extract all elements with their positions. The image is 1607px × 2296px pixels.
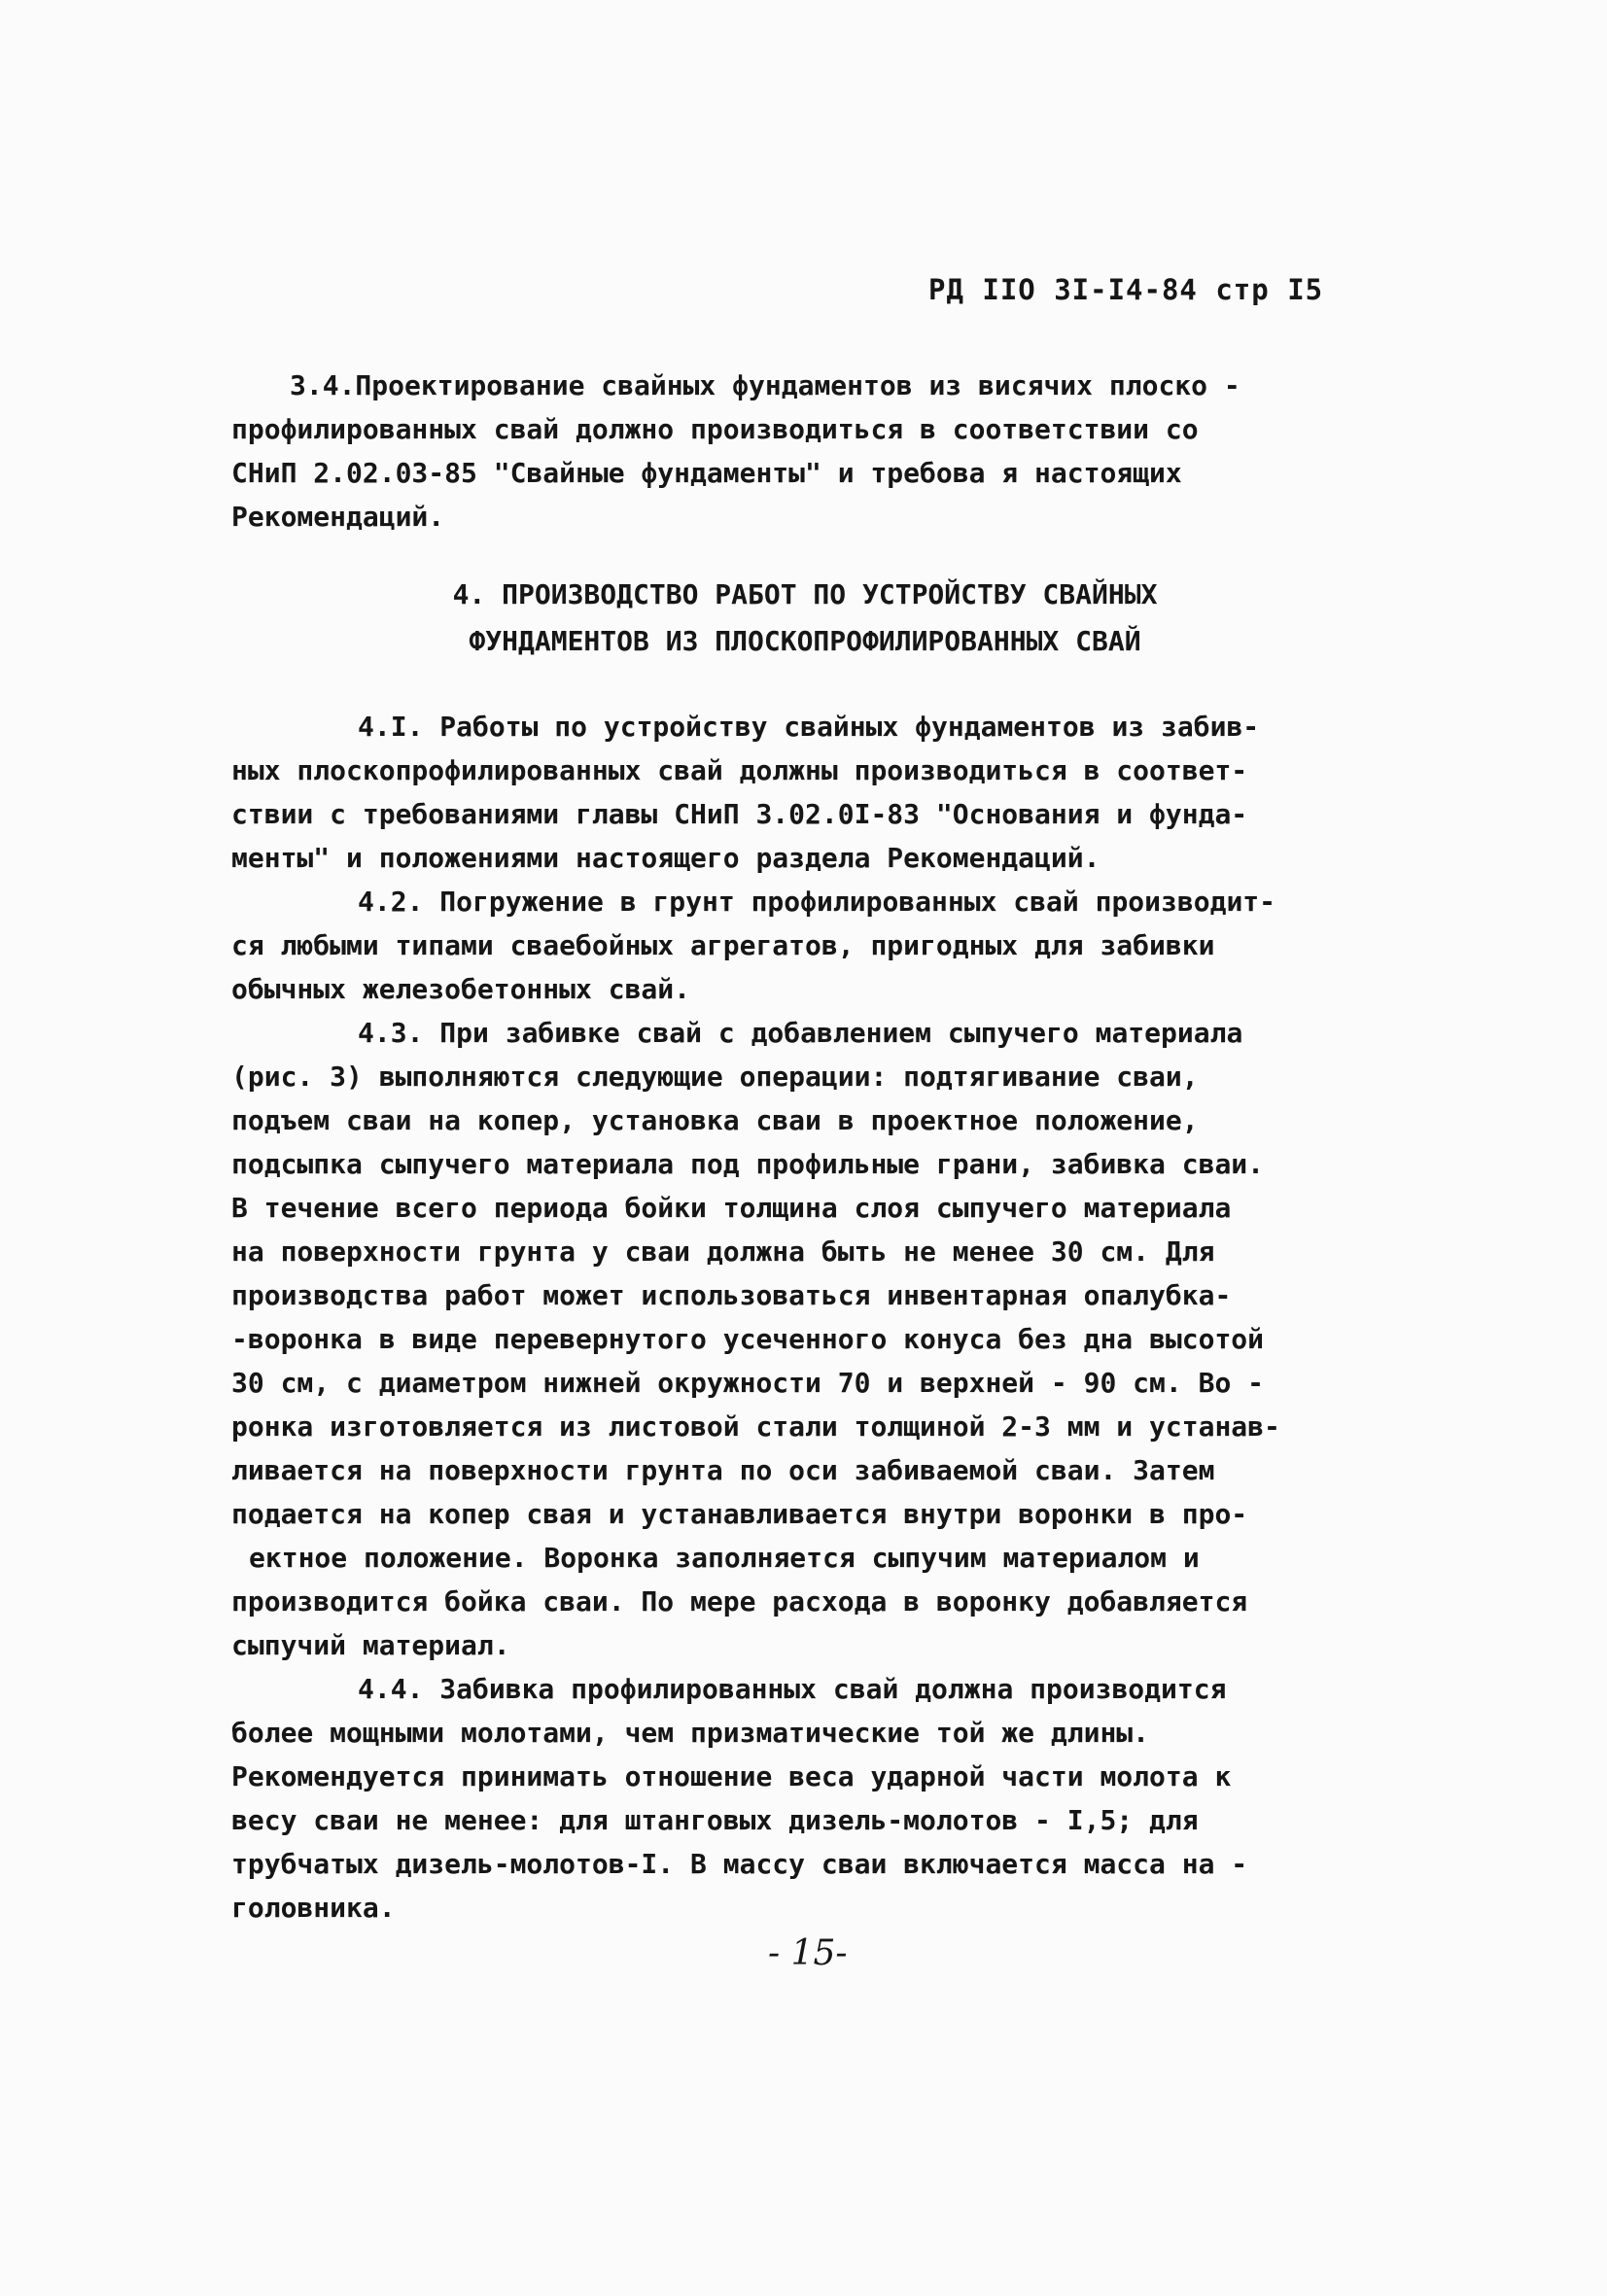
text-line: В течение всего периода бойки толщина слоя сыпучего материала	[231, 1192, 1232, 1224]
text-line: производства работ может использоваться инвентарная опалубка-	[231, 1279, 1232, 1311]
text-line: ствии с требованиями главы СНиП 3.02.0I-83 "Основания и фунда-	[231, 798, 1248, 830]
paragraph-4-1	[231, 705, 1379, 880]
paragraph-3-4	[231, 364, 1379, 539]
text-line: ронка изготовляется из листовой стали толщиной 2-3 мм и устанав-	[231, 1410, 1280, 1443]
text-line: 30 см, с диаметром нижней окружности 70 и верхней - 90 см. Во -	[231, 1367, 1265, 1399]
text-line: подается на копер свая и устанавливается внутри воронки в про-	[231, 1498, 1248, 1530]
text-line: головника.	[231, 1892, 396, 1924]
text-line: обычных железобетонных свай.	[231, 973, 691, 1005]
page-number: - 15-	[768, 1933, 848, 1973]
text-line: подсыпка сыпучего материала под профильные грани, забивка сваи.	[231, 1148, 1265, 1180]
section-heading-line: 4. ПРОИЗВОДСТВО РАБОТ ПО УСТРОЙСТВУ СВАЙНЫХ	[452, 578, 1158, 610]
text-line: (рис. 3) выполняются следующие операции: подтягивание сваи,	[231, 1061, 1199, 1093]
paragraph-4-2	[231, 880, 1379, 1011]
text-line: ектное положение. Воронка заполняется сыпучим материалом и	[249, 1542, 1200, 1574]
text-line: производится бойка сваи. По мере расхода в воронку добавляется	[231, 1585, 1248, 1618]
text-line: профилированных свай должно производиться в соответствии со	[231, 413, 1199, 445]
paragraph-4-3	[231, 1011, 1379, 1667]
text-line: 4.2. Погружение в грунт профилированных свай производит-	[358, 886, 1276, 918]
text-line: весу сваи не менее: для штанговых дизель-молотов - I,5; для	[231, 1804, 1199, 1836]
document-reference-header: РД IIО 3I-I4-84 стр I5	[928, 273, 1324, 306]
section-4-heading	[231, 572, 1379, 665]
text-line: подъем сваи на копер, установка сваи в проектное положение,	[231, 1104, 1199, 1136]
text-line: 3.4.Проектирование свайных фундаментов из висячих плоско -	[290, 369, 1240, 401]
text-line: ся любыми типами сваебойных агрегатов, пригодных для забивки	[231, 929, 1215, 961]
text-line: 4.I. Работы по устройству свайных фундаментов из забив-	[358, 711, 1260, 743]
text-line: -воронка в виде перевернутого усеченного конуса без дна высотой	[231, 1323, 1265, 1355]
section-heading-line: ФУНДАМЕНТОВ ИЗ ПЛОСКОПРОФИЛИРОВАННЫХ СВАЙ	[469, 625, 1141, 657]
text-line: ных плоскопрофилированных свай должны производиться в соответ-	[231, 754, 1248, 786]
text-line: менты" и положениями настоящего раздела Рекомендаций.	[231, 842, 1100, 874]
text-line: Рекомендаций.	[231, 501, 445, 533]
text-line: сыпучий материал.	[231, 1629, 510, 1661]
text-line: более мощными молотами, чем призматические той же длины.	[231, 1717, 1150, 1749]
text-line: на поверхности грунта у сваи должна быть не менее 30 см. Для	[231, 1235, 1215, 1268]
text-line: 4.4. Забивка профилированных свай должна производится	[358, 1673, 1227, 1705]
text-line: 4.3. При забивке свай с добавлением сыпучего материала	[358, 1017, 1243, 1049]
text-line: Рекомендуется принимать отношение веса ударной части молота к	[231, 1760, 1232, 1792]
text-line: СНиП 2.02.03-85 "Свайные фундаменты" и требова я настоящих	[231, 457, 1182, 489]
text-line: трубчатых дизель-молотов-I. В массу сваи включается масса на -	[231, 1848, 1248, 1880]
text-line: ливается на поверхности грунта по оси забиваемой сваи. Затем	[231, 1454, 1215, 1486]
paragraph-4-4	[231, 1667, 1379, 1930]
